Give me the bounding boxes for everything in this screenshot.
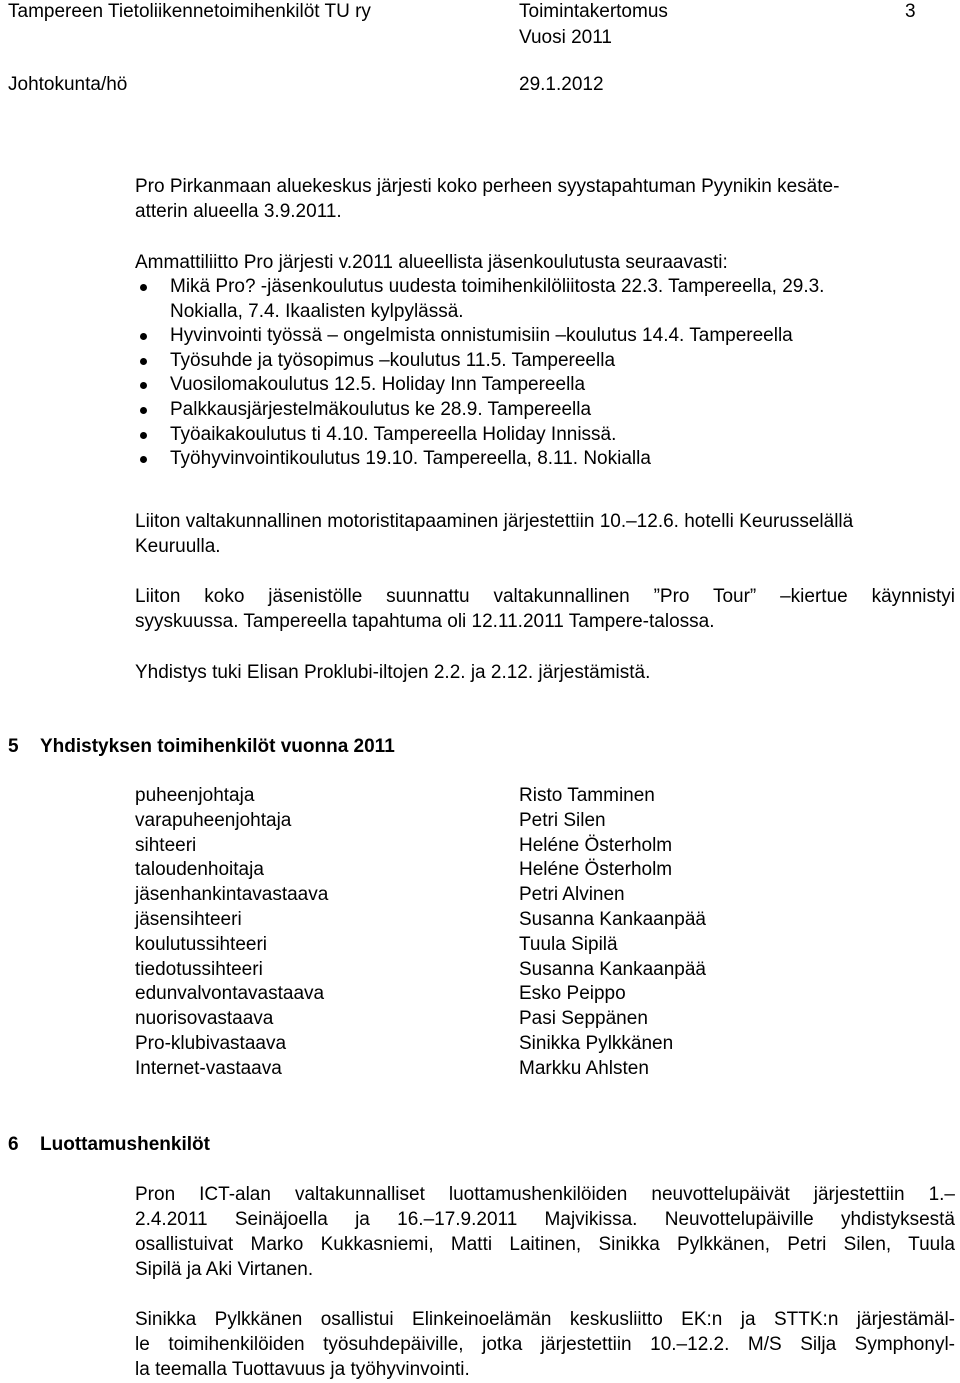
list-item: Vuosilomakoulutus 12.5. Holiday Inn Tampereella xyxy=(135,373,824,398)
pro-tour-line-2: syyskuussa. Tampereella tapahtuma oli 12.11.2011 Tampere-talossa. xyxy=(135,611,715,632)
intro-paragraph-line-2: atterin alueella 3.9.2011. xyxy=(135,201,342,222)
header-organization: Tampereen Tietoliikennetoimihenkilöt TU ry xyxy=(8,1,371,22)
negotiation-days-line-4: Sipilä ja Aki Virtanen. xyxy=(135,1259,314,1280)
list-item: Työhyvinvointikoulutus 19.10. Tampereella, 8.11. Nokialla xyxy=(135,447,824,472)
section-6-heading xyxy=(8,1132,210,1157)
section-title: Yhdistyksen toimihenkilöt vuonna 2011 xyxy=(40,736,395,757)
list-item: Mikä Pro? -jäsenkoulutus uudesta toimihenkilöliitosta 22.3. Tampereella, 29.3. xyxy=(135,275,824,300)
negotiation-days-line-1: Pron ICT-alan valtakunnalliset luottamushenkilöiden neuvottelupäivät järjestettiin 1.– xyxy=(135,1184,955,1205)
proklubi-paragraph: Yhdistys tuki Elisan Proklubi-iltojen 2.2. ja 2.12. järjestämistä. xyxy=(135,662,651,683)
section-number: 5 xyxy=(8,736,19,757)
section-title: Luottamushenkilöt xyxy=(40,1134,210,1155)
header-date: 29.1.2012 xyxy=(519,74,604,95)
header-year: Vuosi 2011 xyxy=(519,27,612,48)
list-item: Työaikakoulutus ti 4.10. Tampereella Holiday Innissä. xyxy=(135,423,824,448)
motorist-meeting-line-1: Liiton valtakunnallinen motoristitapaaminen järjestettiin 10.–12.6. hotelli Keurusselällä xyxy=(135,511,854,532)
employment-days-line-2: le toimihenkilöiden työsuhdepäiville, jotka järjestettiin 10.–12.2. M/S Silja Symphonyl- xyxy=(135,1334,955,1355)
negotiation-days-line-2: 2.4.2011 Seinäjoella ja 16.–17.9.2011 Majvikissa. Neuvottelupäiville yhdistyksestä xyxy=(135,1209,955,1230)
section-5-heading xyxy=(8,734,395,759)
document-page: Tampereen Tietoliikennetoimihenkilöt TU ry Toimintakertomus 3 Vuosi 2011 Johtokunta/hö 29.1.2012 Pro Pirkanmaan aluekeskus järjesti koko perheen syystapahtuman Pyynikin kesäte- atterin alueella 3.9.2011. Ammattiliitto Pro järjesti v.2011 alueellista jäsenkoulutusta seuraavasti: Mikä Pro? -jäsenkoulutus uudesta toimihenkilöliitosta 22.3. Tampereella, 29.3. Nokialla, 7.4. Ikaalisten kylpylässä. Hyvinvointi työssä – ongelmista onnistumisiin –koulutus 14.4. Tampereella Työsuhde ja työsopimus –koulutus 11.5. Tampereella Vuosilomakoulutus 12.5. Holiday Inn Tampereella Palkkausjärjestelmäkoulutus ke 28.9. Tampereella Työaikakoulutus ti 4.10. Tampereella Holiday Innissä. Työhyvinvointikoulutus 19.10. Tampereella, 8.11. Nokialla Liiton valtakunnallinen motoristitapaaminen järjestettiin 10.–12.6. hotelli Keurusselällä Keuruulla. Liiton koko jäsenistölle suunnattu valtakunnallinen ”Pro Tour” –kiertue käynnistyi syyskuussa. Tampereella tapahtuma oli 12.11.2011 Tampere-talossa. Yhdistys tuki Elisan Proklubi-iltojen 2.2. ja 2.12. järjestämistä. 5 Yhdistyksen toimihenkilöt vuonna 2011 puheenjohtaja Risto Tamminen varapuheenjohtaja Petri Silen sihteeri Heléne Österholm taloudenhoitaja Heléne Österholm jäsenhankintavastaava Petri Alvinen jäsensihteeri Susanna Kankaanpää koulutussihteeri Tuula Sipilä tiedotussihteeri Susanna Kankaanpää edunvalvontavastaava Esko Peippo nuorisovastaava Pasi Seppänen Pro-klubivastaava Sinikka Pylkkänen Internet-vastaava Markku Ahlsten 6 Luottamushenkilöt Pron ICT-alan valtakunnalliset luottamushenkilöiden neuvottelupäivät järjestettiin 1.– 2.4.2011 Seinäjoella ja 16.–17.9.2011 Majvikissa. Neuvottelupäiville yhdistyksestä osallistuivat Marko Kukkasniemi, Matti Laitinen, Sinikka Pylkkänen, Petri Silen, Tuula Sipilä ja Aki Virtanen. Sinikka Pylkkänen osallistui Elinkeinoelämän keskusliitto EK:n ja STTK:n järjestämäl- le toimihenkilöiden työsuhdepäiville, jotka järjestettiin 10.–12.2. M/S Silja Symphonyl- la teemalla Tuottavuus ja työhyvinvointi. xyxy=(8,1,955,1380)
bullet-icon xyxy=(140,333,147,340)
pro-tour-line-1: Liiton koko jäsenistölle suunnattu valtakunnallinen ”Pro Tour” –kiertue käynnistyi xyxy=(135,586,955,607)
list-item: Nokialla, 7.4. Ikaalisten kylpylässä. xyxy=(170,300,464,322)
bullet-icon xyxy=(140,358,147,365)
motorist-meeting-line-2: Keuruulla. xyxy=(135,536,221,557)
bullet-icon xyxy=(140,407,147,414)
header-page-number: 3 xyxy=(905,1,916,22)
training-intro-text: Ammattiliitto Pro järjesti v.2011 alueellista jäsenkoulutusta seuraavasti: xyxy=(135,252,728,273)
header-author: Johtokunta/hö xyxy=(8,74,128,95)
bullet-icon xyxy=(140,456,147,463)
intro-paragraph-line-1: Pro Pirkanmaan aluekeskus järjesti koko perheen syystapahtuman Pyynikin kesäte- xyxy=(135,176,840,197)
list-item: Hyvinvointi työssä – ongelmista onnistumisiin –koulutus 14.4. Tampereella xyxy=(135,324,824,349)
employment-days-line-3: la teemalla Tuottavuus ja työhyvinvointi. xyxy=(135,1359,470,1380)
employment-days-line-1: Sinikka Pylkkänen osallistui Elinkeinoelämän keskusliitto EK:n ja STTK:n järjestämäl- xyxy=(135,1309,955,1330)
bullet-icon xyxy=(140,284,147,291)
list-item: Palkkausjärjestelmäkoulutus ke 28.9. Tampereella xyxy=(135,398,824,423)
training-list xyxy=(135,275,824,472)
section-number: 6 xyxy=(8,1134,19,1155)
negotiation-days-line-3: osallistuivat Marko Kukkasniemi, Matti Laitinen, Sinikka Pylkkänen, Petri Silen, Tuula xyxy=(135,1234,955,1255)
bullet-icon xyxy=(140,382,147,389)
bullet-icon xyxy=(140,432,147,439)
header-document-title: Toimintakertomus xyxy=(519,1,668,22)
list-item: Työsuhde ja työsopimus –koulutus 11.5. Tampereella xyxy=(135,349,824,374)
